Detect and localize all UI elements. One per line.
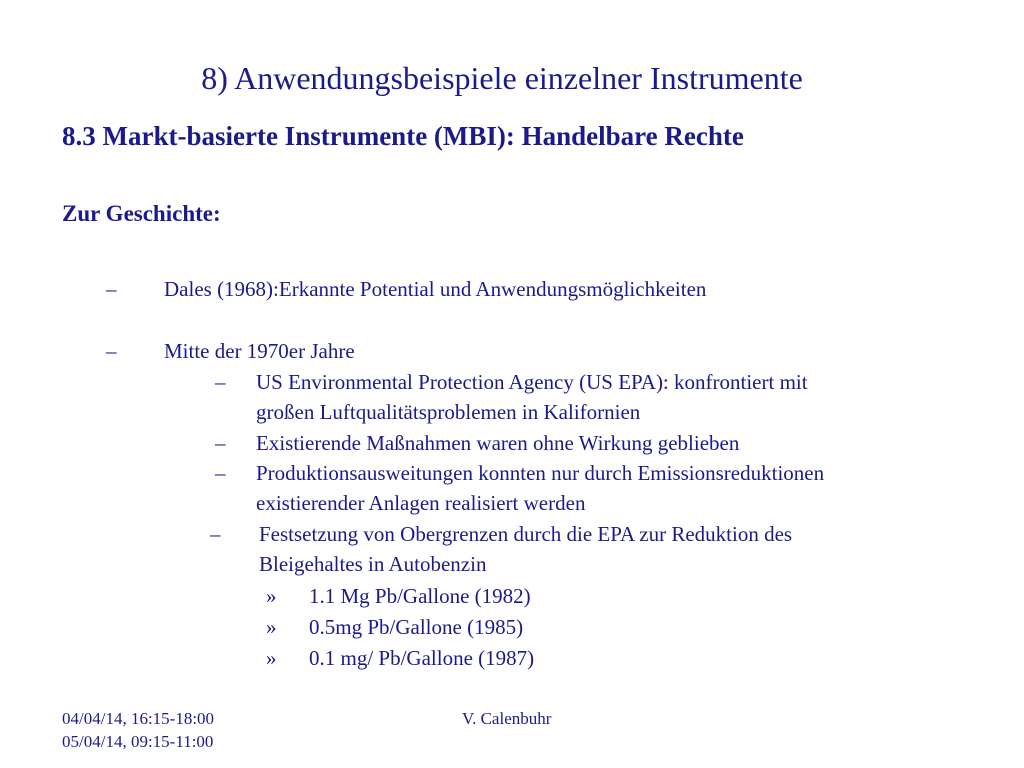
sub-bullet-marker: – <box>215 431 226 455</box>
slide-subtitle: 8.3 Markt-basierte Instrumente (MBI): Handelbare Rechte <box>62 121 744 151</box>
sub-sub-bullet-marker: » <box>266 584 277 608</box>
bullet-text: Dales (1968):Erkannte Potential und Anwendungsmöglichkeiten <box>164 277 707 301</box>
sub-bullet-text: Produktionsausweitungen konnten nur durch Emissionsreduktionen <box>256 461 825 485</box>
sub-bullet-marker: – <box>215 461 226 485</box>
footer-date-2: 05/04/14, 09:15-11:00 <box>62 732 214 751</box>
sub-bullet-marker: – <box>215 370 226 394</box>
sub-sub-bullet-marker: » <box>266 646 277 670</box>
sub-bullet-marker: – <box>210 522 221 546</box>
bullet-marker: – <box>106 277 117 301</box>
sub-bullet-text: existierender Anlagen realisiert werden <box>256 491 586 515</box>
footer-author: V. Calenbuhr <box>462 709 552 728</box>
slide-title: 8) Anwendungsbeispiele einzelner Instrumente <box>201 60 803 96</box>
sub-bullet-text: Festsetzung von Obergrenzen durch die EPA zur Reduktion des <box>259 522 793 546</box>
history-heading: Zur Geschichte: <box>62 201 221 226</box>
sub-bullet-text: großen Luftqualitätsproblemen in Kalifornien <box>256 400 641 424</box>
bullet-marker: – <box>106 339 117 363</box>
sub-sub-bullet-text: 0.1 mg/ Pb/Gallone (1987) <box>309 646 535 670</box>
sub-sub-bullet-text: 1.1 Mg Pb/Gallone (1982) <box>309 584 531 608</box>
sub-bullet-text: Existierende Maßnahmen waren ohne Wirkung geblieben <box>256 431 740 455</box>
sub-sub-bullet-marker: » <box>266 615 277 639</box>
bullet-text: Mitte der 1970er Jahre <box>164 339 355 363</box>
sub-sub-bullet-text: 0.5mg Pb/Gallone (1985) <box>309 615 524 639</box>
sub-bullet-text: Bleigehaltes in Autobenzin <box>259 552 487 576</box>
footer-date-1: 04/04/14, 16:15-18:00 <box>62 709 215 728</box>
sub-bullet-text: US Environmental Protection Agency (US EPA): konfrontiert mit <box>256 370 808 394</box>
